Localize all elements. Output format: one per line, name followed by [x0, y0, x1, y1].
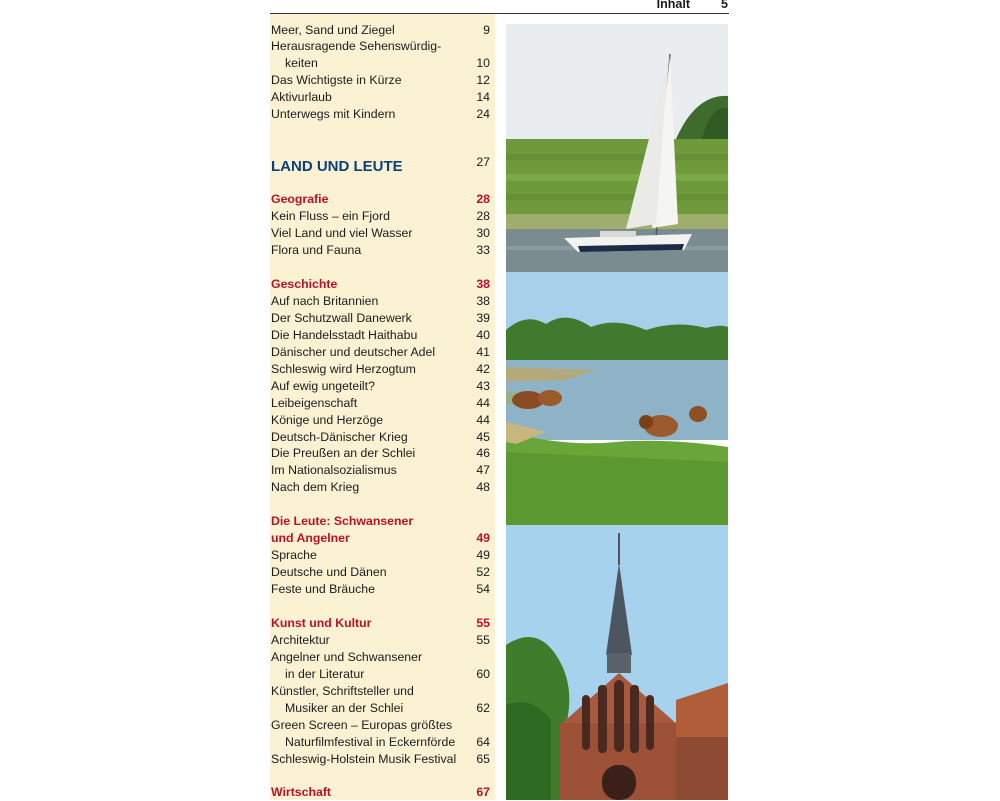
toc-entry-page: 55 — [476, 633, 490, 647]
toc-entry-label: in der Literatur — [285, 667, 365, 681]
toc-entry — [271, 310, 490, 327]
toc-entry — [271, 751, 490, 768]
toc-entry — [271, 462, 490, 479]
toc-entry-label: Flora und Fauna — [271, 243, 362, 257]
toc-entry-label: Herausragende Sehenswürdig- — [271, 39, 442, 53]
toc-entry-label: Auf nach Britannien — [271, 294, 379, 308]
toc-entry-label: und Angelner — [271, 531, 350, 545]
toc-entry-page: 42 — [476, 362, 490, 376]
toc-entry-label: Schleswig wird Herzogtum — [271, 362, 416, 376]
toc-entry-label: Deutsche und Dänen — [271, 565, 387, 579]
toc-entry-label: Die Handelsstadt Haithabu — [271, 328, 418, 342]
toc-entry-label: Dänischer und deutscher Adel — [271, 345, 436, 359]
toc-entry-label: Nach dem Krieg — [271, 480, 360, 494]
toc-entry-page: 67 — [476, 785, 490, 799]
toc-entry — [271, 581, 490, 598]
toc-entry-label: Geografie — [271, 192, 329, 206]
photo-cattle — [506, 272, 728, 525]
cattle-icon — [506, 272, 728, 525]
toc-entry — [271, 106, 490, 123]
toc-entry — [271, 72, 490, 89]
toc-entry-label: Die Preußen an der Schlei — [271, 446, 416, 460]
toc-entry-page: 33 — [476, 243, 490, 257]
toc-entry-page: 64 — [476, 735, 490, 749]
toc-entry-label: Die Leute: Schwansener — [271, 514, 414, 528]
toc-entry — [271, 615, 490, 632]
toc-entry-page: 45 — [476, 430, 490, 444]
toc-entry — [271, 38, 490, 55]
toc-entry — [271, 327, 490, 344]
photo-sailboat — [506, 24, 728, 272]
toc-entry — [271, 242, 490, 259]
toc-entry-page: 47 — [476, 463, 490, 477]
toc-entry — [271, 700, 490, 717]
toc-entry — [271, 513, 490, 530]
toc-entry-page: 44 — [476, 396, 490, 410]
toc-entry-page: 44 — [476, 413, 490, 427]
toc-entry-page: 62 — [476, 701, 490, 715]
toc-entry-page: 46 — [476, 446, 490, 460]
toc-entry-label: Feste und Bräuche — [271, 582, 375, 596]
toc-entry-label: Musiker an der Schlei — [285, 701, 404, 715]
toc-entry-label: Wirtschaft — [271, 785, 332, 799]
toc-entry-label: Schleswig-Holstein Musik Festival — [271, 752, 457, 766]
toc-entry — [271, 22, 490, 39]
sailboat-icon — [506, 24, 728, 272]
toc-entry — [271, 683, 490, 700]
toc-entry-label: Deutsch-Dänischer Krieg — [271, 430, 408, 444]
header-section-title: Inhalt — [656, 0, 690, 11]
toc-entry-label: Sprache — [271, 548, 317, 562]
toc-entry-page: 60 — [476, 667, 490, 681]
toc-entry-page: 12 — [476, 73, 490, 87]
toc-entry-page: 9 — [483, 23, 490, 37]
toc-entry — [271, 208, 490, 225]
toc-entry-label: Viel Land und viel Wasser — [271, 226, 413, 240]
toc-entry-label: Das Wichtigste in Kürze — [271, 73, 402, 87]
toc-entry-page: 40 — [476, 328, 490, 342]
toc-entry-label: Naturfilmfestival in Eckernförde — [285, 735, 456, 749]
toc-entry-page: 49 — [476, 531, 490, 545]
toc-entry-label: keiten — [285, 56, 318, 70]
table-of-contents — [270, 14, 495, 800]
toc-entry-page: 30 — [476, 226, 490, 240]
toc-entry-page: 65 — [476, 752, 490, 766]
toc-entry-label: Architektur — [271, 633, 330, 647]
toc-entry — [271, 55, 490, 72]
church-tower-icon — [506, 525, 728, 800]
toc-entry-page: 55 — [476, 616, 490, 630]
toc-entry — [271, 344, 490, 361]
toc-entry-page: 10 — [476, 56, 490, 70]
toc-entry-page: 43 — [476, 379, 490, 393]
toc-entry — [271, 89, 490, 106]
toc-entry-page: 39 — [476, 311, 490, 325]
photo-column — [506, 24, 728, 800]
toc-entry — [271, 155, 490, 175]
toc-entry-label: Künstler, Schriftsteller und — [271, 684, 414, 698]
toc-entry — [271, 378, 490, 395]
toc-entry — [271, 734, 490, 751]
toc-entry-label: Leibeigenschaft — [271, 396, 358, 410]
toc-entry-page: 24 — [476, 107, 490, 121]
toc-entry — [271, 530, 490, 547]
toc-entry-page: 14 — [476, 90, 490, 104]
toc-entry-page: 38 — [476, 277, 490, 291]
toc-entry-page: 54 — [476, 582, 490, 596]
toc-entry — [271, 429, 490, 446]
toc-entry-label: Im Nationalsozialismus — [271, 463, 397, 477]
toc-entry — [271, 784, 490, 801]
toc-entry — [271, 293, 490, 310]
toc-entry-label: Aktivurlaub — [271, 90, 332, 104]
toc-entry-page: 28 — [476, 209, 490, 223]
photo-church — [506, 525, 728, 800]
toc-entry — [271, 649, 490, 666]
toc-entry-label: Kunst und Kultur — [271, 616, 372, 630]
toc-entry-page: 27 — [476, 155, 490, 169]
toc-entry — [271, 547, 490, 564]
toc-entry — [271, 276, 490, 293]
toc-entry-page: 38 — [476, 294, 490, 308]
toc-entry-label: Unterwegs mit Kindern — [271, 107, 396, 121]
header-page-number: 5 — [721, 0, 728, 11]
toc-entry-label: Könige und Herzöge — [271, 413, 384, 427]
toc-entry — [271, 564, 490, 581]
toc-entry — [271, 225, 490, 242]
toc-entry — [271, 191, 490, 208]
toc-entry-page: 52 — [476, 565, 490, 579]
toc-entry-page: 49 — [476, 548, 490, 562]
toc-entry-label: Kein Fluss – ein Fjord — [271, 209, 390, 223]
toc-entry-label: Geschichte — [271, 277, 338, 291]
toc-entry-page: 41 — [476, 345, 490, 359]
toc-entry — [271, 666, 490, 683]
toc-entry-label: LAND UND LEUTE — [271, 158, 403, 175]
toc-entry-label: Angelner und Schwansener — [271, 650, 423, 664]
toc-entry — [271, 412, 490, 429]
toc-entry-label: Der Schutzwall Danewerk — [271, 311, 412, 325]
toc-entry-label: Green Screen – Europas größtes — [271, 718, 453, 732]
toc-entry — [271, 632, 490, 649]
toc-entry-page: 48 — [476, 480, 490, 494]
toc-entry-label: Meer, Sand und Ziegel — [271, 23, 395, 37]
toc-entry — [271, 361, 490, 378]
toc-entry — [271, 395, 490, 412]
toc-entry-page: 28 — [476, 192, 490, 206]
toc-entry — [271, 717, 490, 734]
toc-entry-label: Auf ewig ungeteilt? — [271, 379, 375, 393]
toc-entry — [271, 445, 490, 462]
toc-entry — [271, 479, 490, 496]
